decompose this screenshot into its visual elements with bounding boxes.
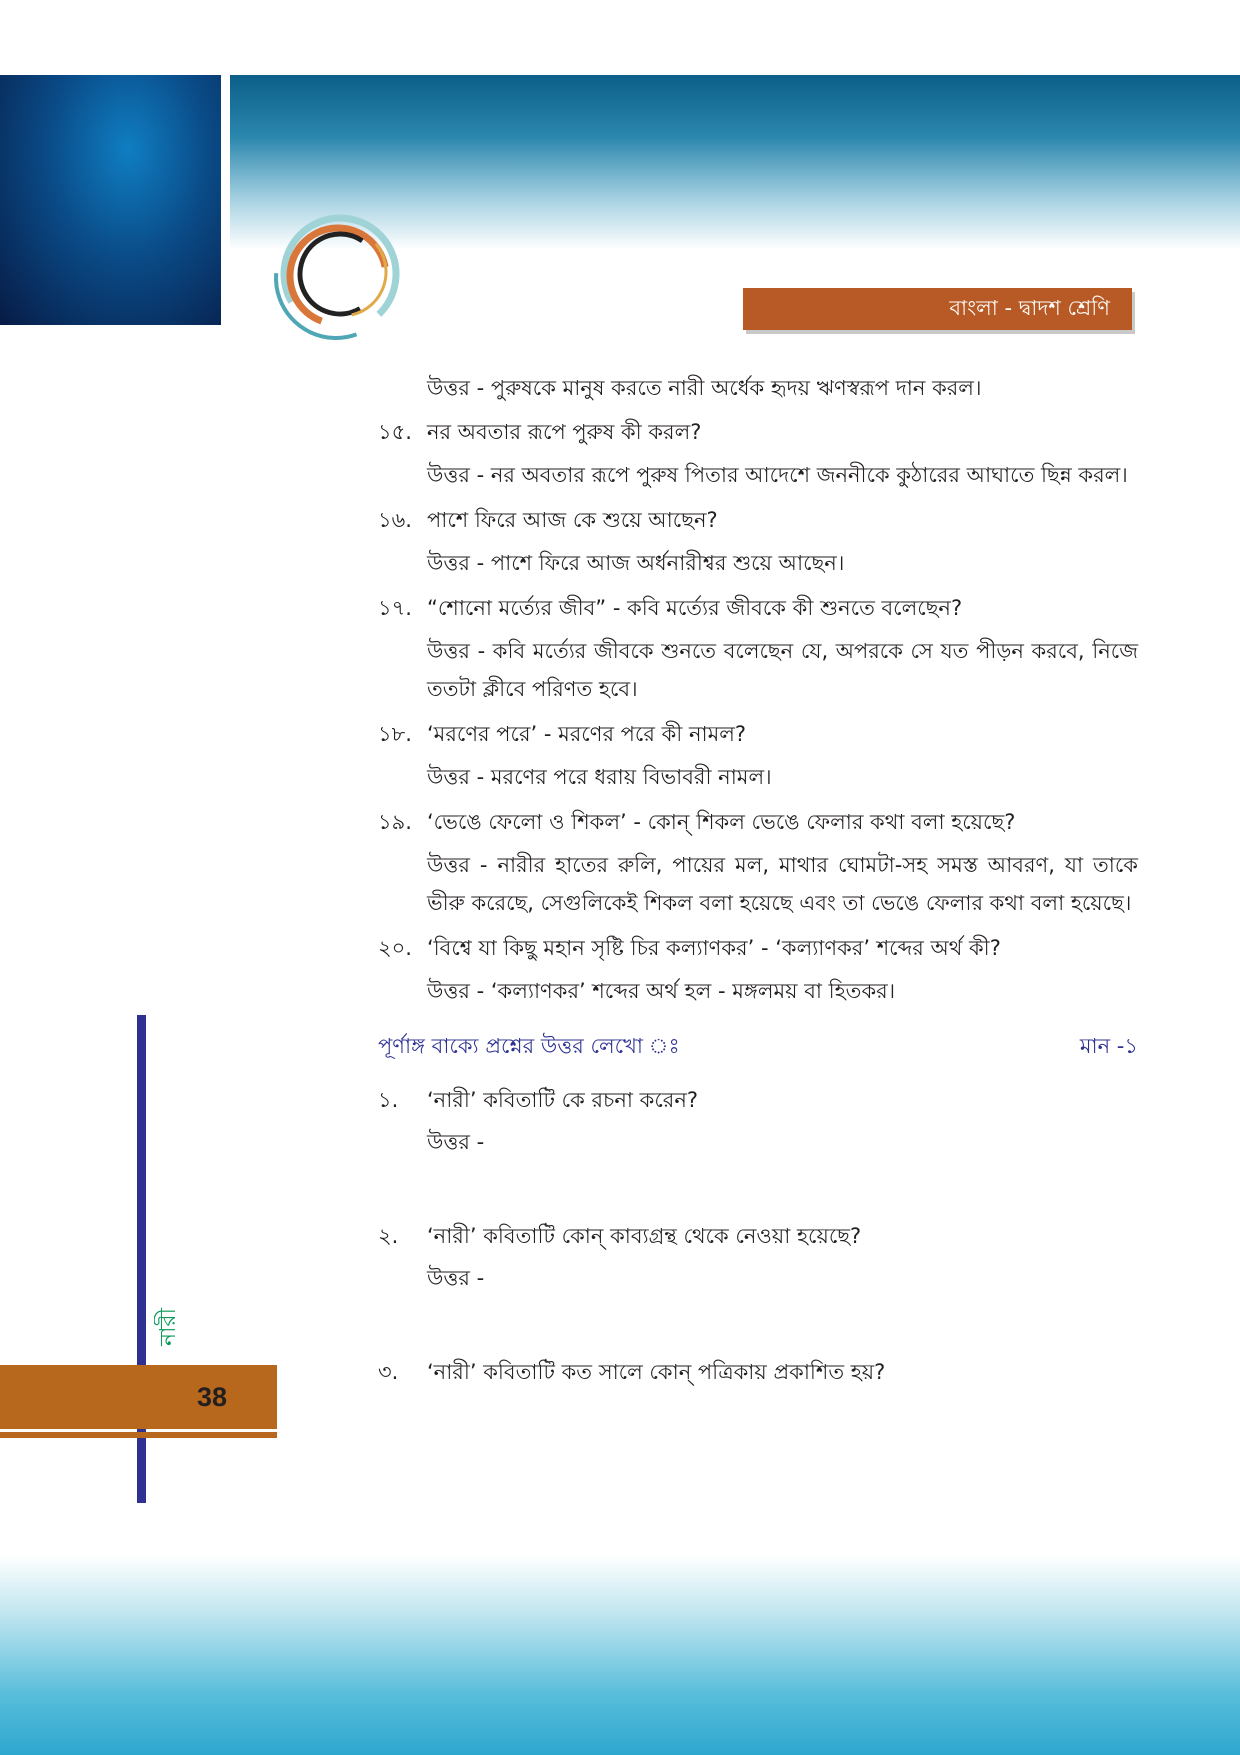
question-text: নর অবতার রূপে পুরুষ কী করল? bbox=[427, 420, 702, 444]
side-vertical-bar bbox=[137, 1015, 146, 1503]
question-item bbox=[378, 930, 1138, 1010]
side-chapter-label: নারী bbox=[156, 1308, 181, 1346]
section-heading bbox=[378, 1028, 1138, 1064]
answer-text: উত্তর - কবি মর্ত্যের জীবকে শুনতে বলেছেন যে, অপরকে সে যত পীড়ন করবে, নিজে ততটা ক্লীবে পরিণত হবে। bbox=[427, 639, 1138, 701]
answer-text: উত্তর - পাশে ফিরে আজ অর্ধনারীশ্বর শুয়ে আছেন। bbox=[427, 551, 845, 575]
short-question-item bbox=[378, 1354, 1138, 1390]
corner-decorative-block bbox=[0, 75, 221, 325]
answer-text: উত্তর - নর অবতার রূপে পুরুষ পিতার আদেশে জননীকে কুঠারের আঘাতে ছিন্ন করল। bbox=[427, 463, 1128, 487]
bottom-decorative-band bbox=[0, 1555, 1240, 1755]
question-item bbox=[378, 502, 1138, 582]
circle-logo-icon bbox=[266, 206, 410, 350]
question-text: পাশে ফিরে আজ কে শুয়ে আছেন? bbox=[427, 508, 718, 532]
question-item bbox=[378, 414, 1138, 494]
question-text: “শোনো মর্ত্যের জীব” - কবি মর্ত্যের জীবকে কী শুনতে বলেছেন? bbox=[427, 596, 963, 620]
answer-text: উত্তর - মরণের পরে ধরায় বিভাবরী নামল। bbox=[427, 765, 772, 789]
question-number: ১৫. bbox=[378, 420, 412, 444]
question-number: ২০. bbox=[378, 936, 412, 960]
answer-label: উত্তর - bbox=[427, 1130, 485, 1154]
question-number: ১৯. bbox=[378, 810, 412, 834]
question-item bbox=[378, 716, 1138, 796]
page-content bbox=[378, 370, 1138, 1390]
question-number: ২. bbox=[378, 1224, 399, 1248]
previous-answer: উত্তর - পুরুষকে মানুষ করতে নারী অর্ধেক হৃদয় ঋণস্বরূপ দান করল। bbox=[427, 376, 982, 400]
question-number: ১৮. bbox=[378, 722, 412, 746]
question-text: ‘বিশ্বে যা কিছু মহান সৃষ্টি চির কল্যাণকর’ - ‘কল্যাণকর’ শব্দের অর্থ কী? bbox=[427, 936, 1001, 960]
answer-label: উত্তর - bbox=[427, 1266, 485, 1290]
question-number: ১. bbox=[378, 1088, 399, 1112]
short-question-item bbox=[378, 1082, 1138, 1160]
header-subject-label: বাংলা - দ্বাদশ শ্রেণি bbox=[949, 295, 1110, 320]
short-question-item bbox=[378, 1218, 1138, 1296]
section-marks: মান -১ bbox=[1079, 1034, 1138, 1058]
question-number: ১৭. bbox=[378, 596, 412, 620]
page-number-tab bbox=[0, 1365, 277, 1429]
question-number: ১৬. bbox=[378, 508, 412, 532]
question-text: ‘নারী’ কবিতাটি কত সালে কোন্ পত্রিকায় প্রকাশিত হয়? bbox=[427, 1360, 886, 1384]
page-tab-underline bbox=[0, 1432, 277, 1438]
question-text: ‘নারী’ কবিতাটি কোন্ কাব্যগ্রন্থ থেকে নেওয়া হয়েছে? bbox=[427, 1224, 862, 1248]
question-text: ‘মরণের পরে’ - মরণের পরে কী নামল? bbox=[427, 722, 747, 746]
answer-text: উত্তর - ‘কল্যাণকর’ শব্দের অর্থ হল - মঙ্গলময় বা হিতকর। bbox=[427, 979, 896, 1003]
page-number: 38 bbox=[196, 1381, 227, 1412]
header-subject-tab bbox=[743, 288, 1132, 330]
question-item bbox=[378, 590, 1138, 708]
section-heading-text: পূর্ণাঙ্গ বাক্যে প্রশ্নের উত্তর লেখো ঃ bbox=[378, 1034, 680, 1058]
question-item bbox=[378, 804, 1138, 922]
question-text: ‘নারী’ কবিতাটি কে রচনা করেন? bbox=[427, 1088, 699, 1112]
answer-text: উত্তর - নারীর হাতের রুলি, পায়ের মল, মাথার ঘোমটা-সহ সমস্ত আবরণ, যা তাকে ভীরু করেছে, সেগুলিকেই শিকল বলা হয়েছে এবং তা ভেঙে ফেলার কথা বলা হয়েছে। bbox=[427, 853, 1138, 915]
question-text: ‘ভেঙে ফেলো ও শিকল’ - কোন্ শিকল ভেঙে ফেলার কথা বলা হয়েছে? bbox=[427, 810, 1016, 834]
question-number: ৩. bbox=[378, 1360, 399, 1384]
